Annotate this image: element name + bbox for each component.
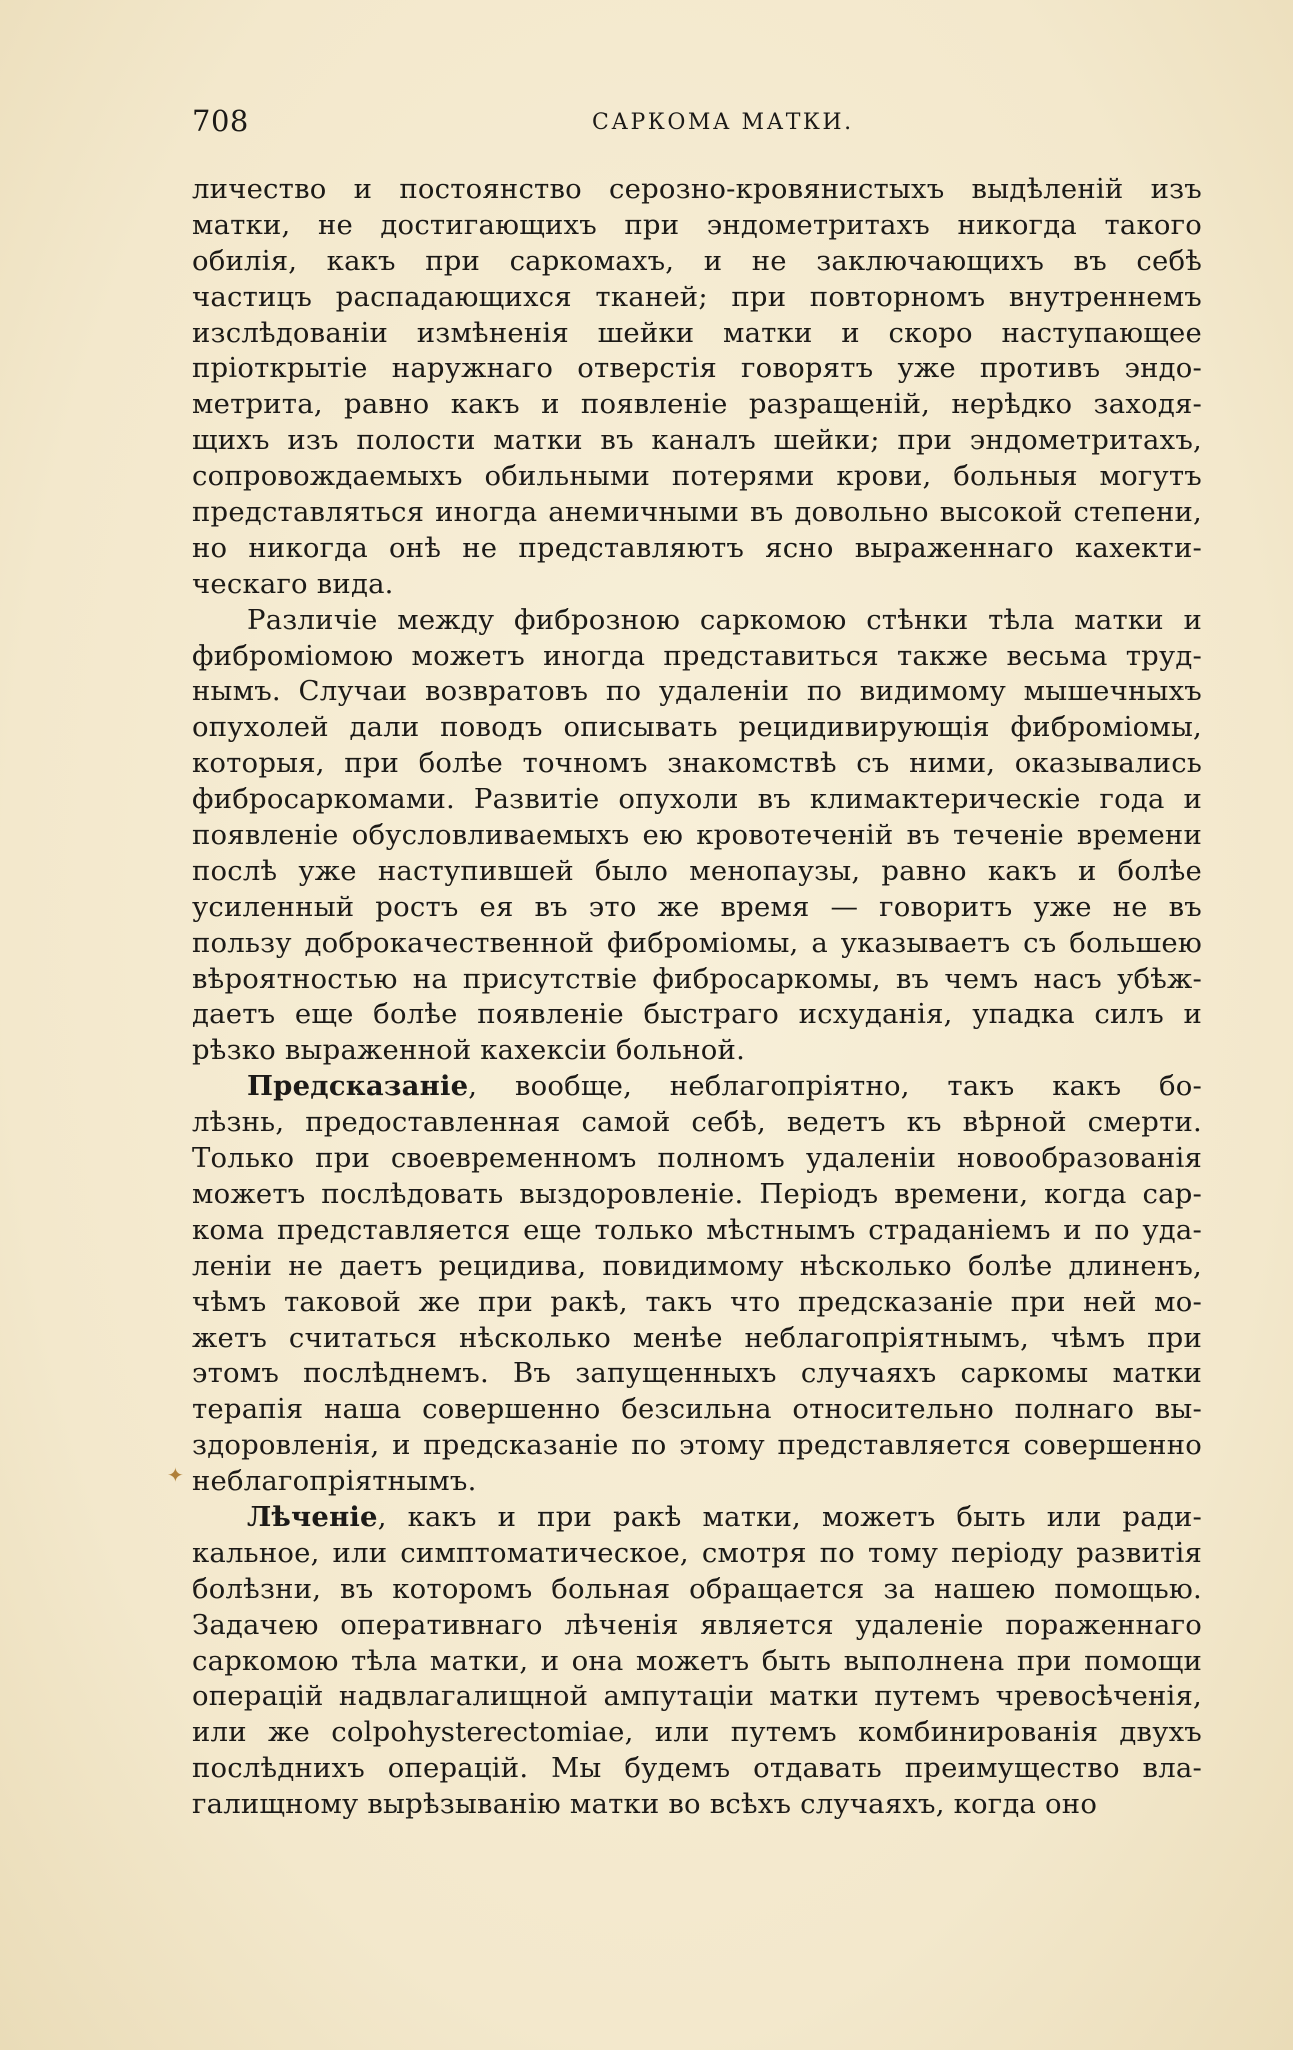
line-text: опухолей дали поводъ описывать рецидивирующія фиброміомы, — [192, 711, 1202, 744]
line-text: лѣзнь, предоставленная самой себѣ, ведетъ къ вѣрной смерти. — [192, 1106, 1202, 1139]
line-text: леніи не даетъ рецидива, повидимому нѣсколько болѣе длиненъ, — [192, 1249, 1202, 1282]
line-text: Только при своевременномъ полномъ удаленіи новообразованія — [192, 1142, 1202, 1175]
text-line — [192, 1536, 1202, 1572]
line-text: , вообще, неблагопріятно, такъ какъ бо- — [468, 1070, 1202, 1103]
line-text: болѣзни, въ которомъ больная обращается за нашею помощью. — [192, 1572, 1202, 1605]
text-line — [192, 387, 1202, 423]
text-line — [192, 710, 1202, 746]
line-text: фибросаркомами. Развитіе опухоли въ климактерическіе года и — [192, 783, 1202, 816]
line-text: фиброміомою можетъ иногда представиться также весьма труд- — [192, 639, 1202, 672]
text-line — [192, 1464, 1202, 1500]
line-text: рѣзко выраженной кахексіи больной. — [192, 1034, 746, 1067]
text-line — [192, 639, 1202, 675]
line-text: операцій надвлагалищной ампутаціи матки путемъ чревосѣченія, — [192, 1680, 1202, 1713]
line-text: щихъ изъ полости матки въ каналъ шейки; при эндометритахъ, — [192, 424, 1202, 457]
text-line — [192, 997, 1202, 1033]
line-text: обилія, какъ при саркомахъ, и не заключающихъ въ себѣ — [192, 244, 1202, 277]
body-text — [192, 172, 1202, 1823]
text-line — [192, 1069, 1202, 1105]
text-line — [192, 1392, 1202, 1428]
running-title: САРКОМА МАТКИ. — [592, 110, 854, 135]
text-line — [192, 567, 1202, 603]
line-text: но никогда онѣ не представляютъ ясно выраженнаго кахекти- — [192, 531, 1202, 564]
text-line — [192, 962, 1202, 998]
section-lead-term: Лѣченіе — [247, 1500, 378, 1533]
text-line — [192, 1213, 1202, 1249]
line-text: усиленный ростъ ея въ это же время — говоритъ уже не въ — [192, 890, 1202, 923]
line-text: или же colpohysterectomiae, или путемъ комбинированія двухъ — [192, 1716, 1202, 1749]
line-text: изслѣдованіи измѣненія шейки матки и скоро наступающее — [192, 316, 1202, 349]
line-text: послѣднихъ операцій. Мы будемъ отдавать преимущество вла- — [192, 1752, 1202, 1785]
line-text: сопровождаемыхъ обильными потерями крови, больныя могутъ — [192, 460, 1202, 493]
text-line — [192, 244, 1202, 280]
text-line — [192, 531, 1202, 567]
text-line — [192, 1428, 1202, 1464]
text-line — [192, 854, 1202, 890]
line-text: кальное, или симптоматическое, смотря по тому періоду развитія — [192, 1536, 1202, 1569]
text-line — [192, 1285, 1202, 1321]
text-line — [192, 782, 1202, 818]
text-line — [192, 1572, 1202, 1608]
text-line — [192, 1141, 1202, 1177]
line-text: неблагопріятнымъ. — [192, 1465, 477, 1498]
line-text: представляться иногда анемичными въ довольно высокой степени, — [192, 496, 1202, 529]
text-line — [192, 1177, 1202, 1213]
text-line — [192, 818, 1202, 854]
text-line — [192, 459, 1202, 495]
line-text: матки, не достигающихъ при эндометритахъ никогда такого — [192, 208, 1202, 241]
text-line — [192, 208, 1202, 244]
line-text: вѣроятностью на присутствіе фибросаркомы, въ чемъ насъ убѣж- — [192, 962, 1202, 995]
text-line — [192, 674, 1202, 710]
line-text: Различіе между фиброзною саркомою стѣнки тѣла матки и — [247, 603, 1202, 636]
line-text: даетъ еще болѣе появленіе быстраго исхуданія, упадка силъ и — [192, 998, 1202, 1031]
line-text: галищному вырѣзыванію матки во всѣхъ случаяхъ, когда оно — [192, 1788, 1098, 1821]
line-text: пользу доброкачественной фиброміомы, а указываетъ съ большею — [192, 926, 1202, 959]
line-text: Задачею оперативнаго лѣченія является удаленіе пораженнаго — [192, 1608, 1202, 1641]
text-line — [192, 603, 1202, 639]
line-text: частицъ распадающихся тканей; при повторномъ внутреннемъ — [192, 280, 1202, 313]
line-text: которыя, при болѣе точномъ знакомствѣ съ ними, оказывались — [192, 747, 1202, 780]
line-text: кома представляется еще только мѣстнымъ страданіемъ и по уда- — [192, 1213, 1202, 1246]
line-text: жетъ считаться нѣсколько менѣе неблагопріятнымъ, чѣмъ при — [192, 1321, 1202, 1354]
text-line — [192, 280, 1202, 316]
text-line — [192, 351, 1202, 387]
text-line — [192, 1033, 1202, 1069]
line-text: здоровленія, и предсказаніе по этому представляется совершенно — [192, 1429, 1202, 1462]
section-lead-term: Предсказаніе — [247, 1070, 469, 1103]
line-text: личество и постоянство серозно-кровянистыхъ выдѣленій изъ — [192, 173, 1202, 205]
text-line — [192, 423, 1202, 459]
text-line — [192, 1787, 1202, 1823]
text-line — [192, 172, 1202, 208]
text-line — [192, 1679, 1202, 1715]
text-line — [192, 1105, 1202, 1141]
line-text: появленіе обусловливаемыхъ ею кровотеченій въ теченіе времени — [192, 819, 1202, 852]
line-text: саркомою тѣла матки, и она можетъ быть выполнена при помощи — [192, 1644, 1202, 1677]
line-text: нымъ. Случаи возвратовъ по удаленіи по видимому мышечныхъ — [192, 675, 1202, 708]
text-line — [192, 1715, 1202, 1751]
text-line — [192, 890, 1202, 926]
line-text: метрита, равно какъ и появленіе разращеній, нерѣдко заходя- — [192, 388, 1202, 421]
line-text: этомъ послѣднемъ. Въ запущенныхъ случаяхъ саркомы матки — [192, 1357, 1202, 1390]
text-line — [192, 926, 1202, 962]
text-line — [192, 1644, 1202, 1680]
text-line — [192, 1751, 1202, 1787]
text-line — [192, 746, 1202, 782]
line-text: , какъ и при ракѣ матки, можетъ быть или ради- — [377, 1500, 1202, 1533]
line-text: чѣмъ таковой же при ракѣ, такъ что предсказаніе при ней мо- — [192, 1285, 1202, 1318]
margin-mark-icon: ✦ — [167, 1463, 184, 1487]
text-line — [192, 1500, 1202, 1536]
text-line — [192, 1249, 1202, 1285]
text-line — [192, 1356, 1202, 1392]
line-text: терапія наша совершенно безсильна относительно полнаго вы- — [192, 1393, 1202, 1426]
page-number: 708 — [192, 104, 249, 138]
text-line — [192, 495, 1202, 531]
text-line — [192, 316, 1202, 352]
text-line — [192, 1321, 1202, 1357]
text-line — [192, 1608, 1202, 1644]
page-header — [192, 104, 1192, 144]
line-text: можетъ послѣдовать выздоровленіе. Періодъ времени, когда сар- — [192, 1177, 1202, 1210]
line-text: послѣ уже наступившей было менопаузы, равно какъ и болѣе — [192, 854, 1202, 887]
line-text: ческаго вида. — [192, 567, 394, 600]
line-text: пріоткрытіе наружнаго отверстія говорятъ уже противъ эндо- — [192, 352, 1202, 385]
